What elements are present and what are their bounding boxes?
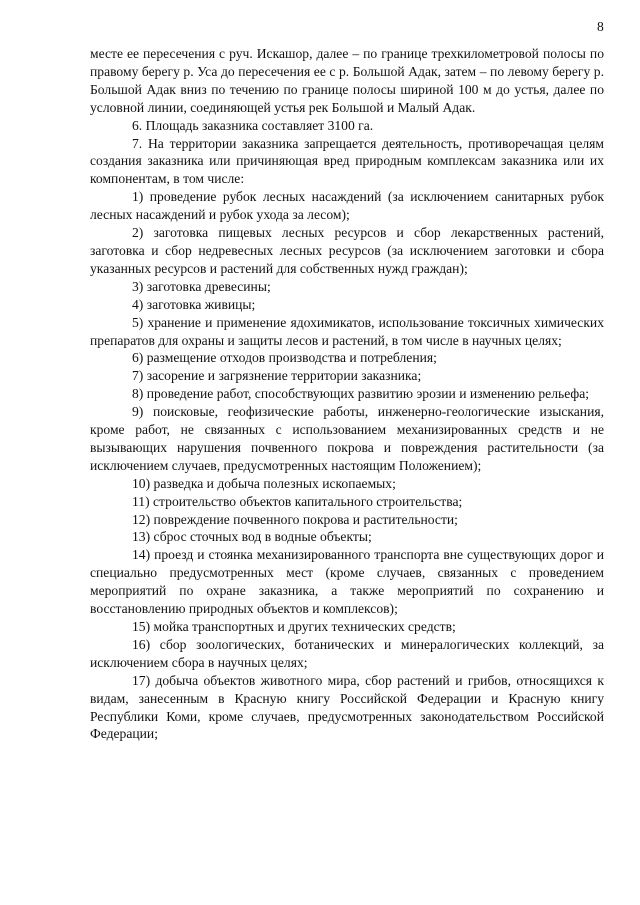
list-item-16: 16) сбор зоологических, ботанических и минералогических коллекций, за исключением сбора в научных целях; xyxy=(90,636,604,670)
list-item-1: 1) проведение рубок лесных насаждений (за исключением санитарных рубок лесных насаждений и рубок ухода за лесом); xyxy=(90,189,604,223)
list-item-2: 2) заготовка пищевых лесных ресурсов и сбор лекарственных растений, заготовка и сбор недревесных лесных ресурсов (за исключением заготовки и сбора указанных ресурсов и растений для собственных нужд граждан); xyxy=(90,225,604,276)
list-item-9: 9) поисковые, геофизические работы, инженерно-геологические изыскания, кроме работ, не связанных с использованием механизированных средств и не вызывающих нарушения почвенного покрова и повреждения растительности (за исключением случаев, предусмотренных настоящим Положением); xyxy=(90,404,604,473)
page-number: 8 xyxy=(597,19,604,34)
list-item-15: 15) мойка транспортных и других технических средств; xyxy=(132,619,456,634)
list-item-17: 17) добыча объектов животного мира, сбор растений и грибов, относящихся к видам, занесенным в Красную книгу Российской Федерации и Красную книгу Республики Коми, кроме случаев, предусмотренных законодательством Российской Федерации; xyxy=(90,672,604,742)
paragraph-continuation: месте ее пересечения с руч. Искашор, далее – по границе трехкилометровой полосы по правому берегу р. Уса до пересечения ее с р. Большой Адак, затем – по левому берегу р. Большой Адак вниз по течению по границе полосы шириной 100 м до устья, далее по условной линии, соединяющей устья рек Большой и Малый Адак. xyxy=(90,46,604,115)
list-item-8: 8) проведение работ, способствующих развитию эрозии и изменению рельефа; xyxy=(132,386,590,402)
list-item-11: 11) строительство объектов капитального строительства; xyxy=(132,493,463,509)
paragraph-7-prohibitions: 7. На территории заказника запрещается деятельность, противоречащая целям создания заказника или причиняющая вред природным комплексам заказника или их компонентам, в том числе: xyxy=(90,135,604,187)
list-item-10: 10) разведка и добыча полезных ископаемых; xyxy=(132,475,396,491)
list-item-3: 3) заготовка древесины; xyxy=(132,278,271,294)
list-item-6: 6) размещение отходов производства и потребления; xyxy=(132,350,437,366)
list-item-13: 13) сброс сточных вод в водные объекты; xyxy=(132,529,372,545)
paragraph-6-area: 6. Площадь заказника составляет 3100 га. xyxy=(132,117,374,133)
document-body xyxy=(90,45,604,743)
list-item-4: 4) заготовка живицы; xyxy=(132,296,256,312)
list-item-5: 5) хранение и применение ядохимикатов, использование токсичных химических препаратов для охраны и защиты лесов и растений, в том числе в научных целях; xyxy=(90,314,604,348)
list-item-12: 12) повреждение почвенного покрова и растительности; xyxy=(132,511,458,527)
list-item-7: 7) засорение и загрязнение территории заказника; xyxy=(132,368,422,384)
list-item-14: 14) проезд и стоянка механизированного транспорта вне существующих дорог и специально предусмотренных мест (кроме случаев, связанных с проведением мероприятий по охране заказника, а также мероприятий по сохранению и восстановлению природных объектов и комплексов); xyxy=(90,547,604,617)
